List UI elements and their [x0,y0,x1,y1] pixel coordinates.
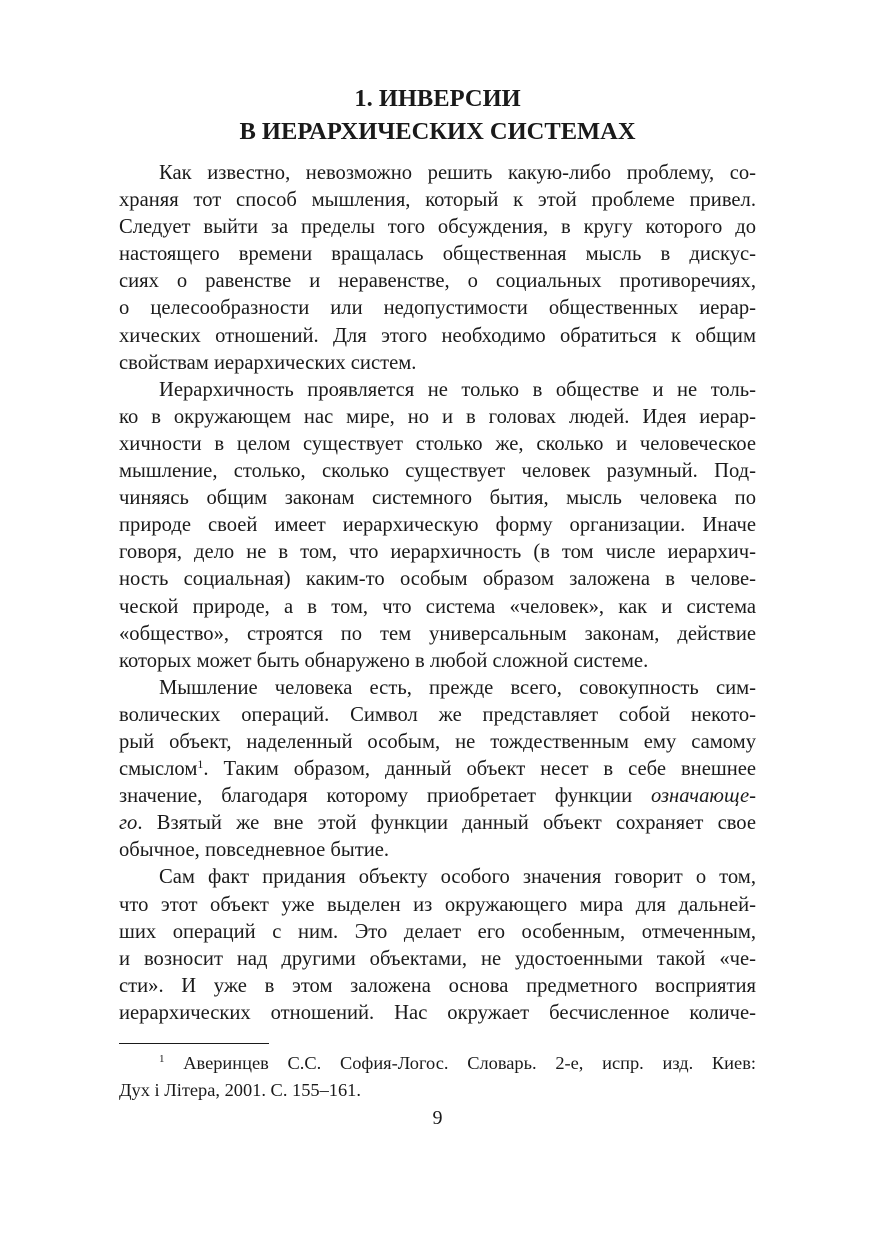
text-line: настоящего времени вращалась общественная мысль в дискус- [119,243,756,266]
text-line: мышление, столько, сколько существует человек разумный. Под- [119,460,756,483]
chapter-title-line-1: 1. ИНВЕРСИИ [354,85,521,112]
text-line: «общество», строятся по тем универсальным законам, действие [119,622,756,645]
footnote-text: Аверинцев С.С. София-Логос. Словарь. 2-е, испр. изд. Киев: [183,1053,756,1073]
text-line: ших операций с ним. Это делает его особенным, отмеченным, [119,920,756,943]
text-line: и возносит над другими объектами, не удостоенными такой «че- [119,947,756,970]
text-line: сиях о равенстве и неравенстве, о социальных противоречиях, [119,270,756,293]
text-line: хических отношений. Для этого необходимо обратиться к общим [119,324,756,347]
text-line: природе своей имеет иерархическую форму организации. Иначе [119,514,756,537]
footnote-divider [119,1043,269,1044]
text-line: свойствам иерархических систем. [119,351,417,374]
chapter-title [0,82,875,148]
footnotes [119,1050,756,1104]
text-line: ность социальная) каким-то особым образом заложена в челове- [119,568,756,591]
italic-term: го [119,812,138,835]
text-line: чиняясь общим законам системного бытия, мысль человека по [119,487,756,510]
text-line: ко в окружающем нас мире, но и в головах людей. Идея иерар- [119,405,756,428]
footnote-line: Дух і Літера, 2001. С. 155–161. [119,1080,361,1100]
text-fragment: смыслом [119,758,198,781]
text-line: храняя тот способ мышления, который к этой проблеме привел. [119,189,756,212]
text-line: Сам факт придания объекту особого значения говорит о том, [159,866,756,889]
text-line: что этот объект уже выделен из окружающего мира для дальней- [119,893,756,916]
text-line: иерархических отношений. Нас окружает бесчисленное количе- [119,1001,756,1024]
text-line: Следует выйти за пределы того обсуждения, в кругу которого до [119,216,756,239]
text-line [119,783,756,810]
text-line: обычное, повседневное бытие. [119,839,390,862]
footnote-line [119,1050,756,1077]
page-number: 9 [432,1107,443,1129]
text-line: Иерархичность проявляется не только в обществе и не толь- [159,378,756,401]
italic-term: означающе- [651,785,756,808]
text-line: рый объект, наделенный особым, не тождественным ему самому [119,730,756,753]
footnote-marker: 1 [159,1053,165,1065]
text-fragment: значение, благодаря которому приобретает функции [119,785,651,808]
text-line: которых может быть обнаружено в любой сложной системе. [119,649,649,672]
text-line [119,810,756,837]
footnote-reference[interactable]: 1 [197,757,204,772]
text-line: ческой природе, а в том, что система «человек», как и система [119,595,756,618]
text-line: о целесообразности или недопустимости общественных иерар- [119,297,756,320]
text-line: говоря, дело не в том, что иерархичность (в том числе иерархич- [119,541,756,564]
chapter-title-line-2: В ИЕРАРХИЧЕСКИХ СИСТЕМАХ [239,118,636,145]
text-line [119,756,756,783]
text-fragment: . Таким образом, данный объект несет в себе внешнее [203,758,756,781]
text-line: сти». И уже в этом заложена основа предметного восприятия [119,974,756,997]
text-line: волических операций. Символ же представляет собой некото- [119,703,756,726]
text-line: Как известно, невозможно решить какую-либо проблему, со- [159,162,756,184]
text-line: хичности в целом существует столько же, сколько и человеческое [119,432,756,455]
body-text [119,160,756,1027]
text-line: Мышление человека есть, прежде всего, совокупность сим- [159,676,756,699]
text-fragment: . Взятый же вне этой функции данный объект сохраняет свое [137,812,756,835]
